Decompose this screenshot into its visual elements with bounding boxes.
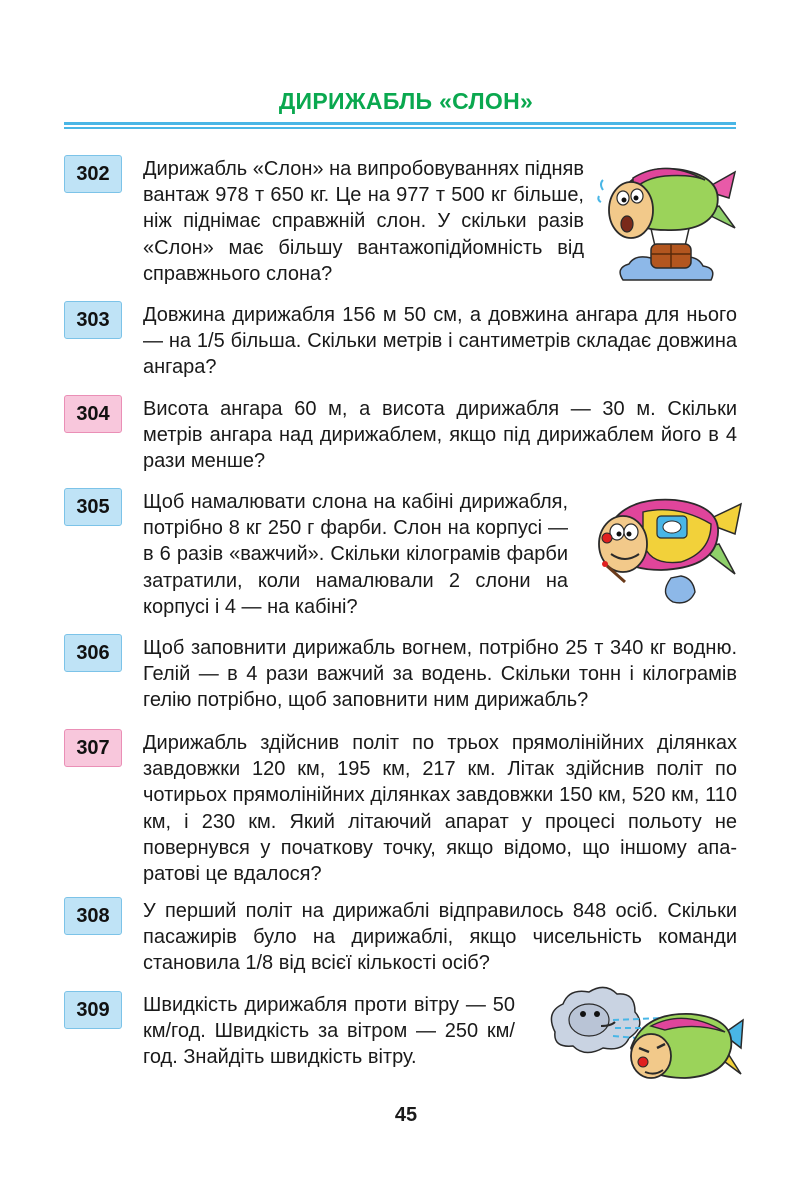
title-rule-top bbox=[64, 122, 736, 125]
problem-number-badge: 302 bbox=[64, 155, 122, 193]
problem-text: Довжина дирижабля 156 м 50 см, а довжина ангара для нього — на 1/5 більша. Скільки метрів і сантиметрів складає довжина ангара? bbox=[143, 304, 737, 379]
problem-number-badge: 307 bbox=[64, 729, 122, 767]
problem-text: Швидкість дирижабля проти вітру — 50 км/год. Швидкість за вітром — 250 км/ год. Знайдіть швидкість вітру. bbox=[143, 994, 515, 1069]
problem-text: Щоб заповнити дирижабль вогнем, потрібно 25 т 340 кг водню. Гелій — в 4 рази важчий за водень. Скільки тонн і кілограмів гелію потрібно, щоб заповнити ним дирижабль? bbox=[143, 637, 737, 712]
problem-text: Висота ангара 60 м, а висота дирижабля — 30 м. Скільки метрів ангара над дирижаблем, якщо під дирижаблем його в 4 рази менше? bbox=[143, 398, 737, 473]
problem-text: Дирижабль здійснив політ по трьох прямолінійних ділянках завдовжки 120 км, 195 км, 217 км. Літак здійснив політ по чотирьох прямолінійних ділянках завдовжки 150 км, 520 км, 110 км, і 230 км. Який літаючий апарат у процесі польоту не повернувся у початкову точку, якщо відомо, що іншому апаратові це вдалося? bbox=[143, 732, 737, 886]
wind-cloud-airship-illustration bbox=[545, 982, 745, 1092]
problem-text: У перший політ на дирижаблі відправилось 848 осіб. Скільки пасажирів було на дирижаблі, якщо чисельність команди становила 1/8 від всієї кількості осіб? bbox=[143, 900, 737, 975]
page-title: ДИРИЖАБЛЬ «СЛОН» bbox=[278, 88, 534, 114]
problem-text: Щоб намалювати слона на кабіні дирижабля, потрібно 8 кг 250 г фарби. Слон на корпусі — в 6 разів «важчий». Скільки кілограмів фарби затратили, коли намалювали 2 слони на корпусі і 4 — на кабіні? bbox=[143, 491, 568, 618]
problem-number-badge: 305 bbox=[64, 488, 122, 526]
problem-number-badge: 308 bbox=[64, 897, 122, 935]
problem-number-badge: 303 bbox=[64, 301, 122, 339]
title-rule-bottom bbox=[64, 127, 736, 129]
problem-number-badge: 309 bbox=[64, 991, 122, 1029]
airship-elephant-gondola-illustration bbox=[595, 150, 745, 290]
page-number: 45 bbox=[394, 1104, 418, 1126]
problem-text: Дирижабль «Слон» на випробовуваннях підняв вантаж 978 т 650 кг. Це на 977 т 500 кг більше, ніж піднімає справжній слон. У скільки разів «Слон» має більшу вантажопідйомність від справжнього слона? bbox=[143, 158, 584, 285]
problem-number-badge: 304 bbox=[64, 395, 122, 433]
airship-painter-illustration bbox=[585, 482, 745, 617]
problem-number-badge: 306 bbox=[64, 634, 122, 672]
